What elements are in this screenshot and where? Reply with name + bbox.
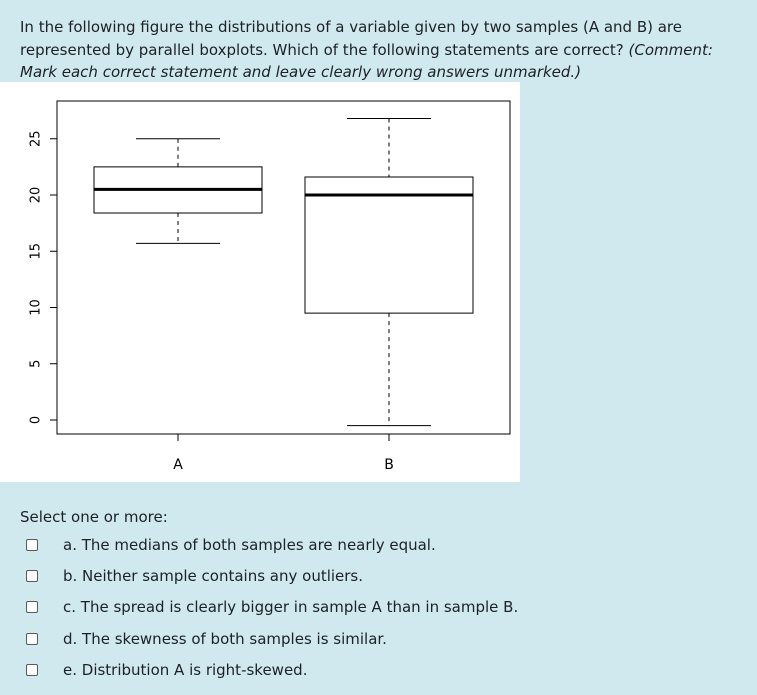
option-c-checkbox[interactable] (26, 601, 38, 613)
select-prompt: Select one or more: (20, 508, 168, 526)
x-tick-label: A (173, 457, 183, 473)
option-e-checkbox[interactable] (26, 664, 38, 676)
y-tick-label: 5 (28, 359, 44, 368)
option-a-checkbox[interactable] (26, 539, 38, 551)
option-b[interactable] (26, 564, 626, 588)
question-comment: (Comment: Mark each correct statement and leave clearly wrong answers unmarked.) (20, 40, 713, 81)
boxplot-figure (0, 82, 520, 482)
boxplot-chart (0, 82, 520, 482)
y-tick-label: 20 (28, 186, 44, 204)
question-body: In the following figure the distributions of a variable given by two samples (A and B) are represented by parallel boxplots. Which of the following statements are correct? (20, 18, 682, 59)
option-d[interactable] (26, 627, 626, 651)
option-e-label: e. Distribution A is right-skewed. (63, 661, 308, 679)
y-tick-label: 15 (28, 242, 44, 260)
box-B (305, 177, 473, 313)
y-tick-label: 10 (28, 299, 44, 316)
question-text (20, 16, 740, 84)
option-a[interactable] (26, 533, 626, 557)
option-b-label: b. Neither sample contains any outliers. (63, 567, 364, 585)
y-tick-label: 0 (28, 415, 44, 425)
option-b-checkbox[interactable] (26, 570, 38, 582)
y-tick-label: 25 (28, 130, 44, 148)
option-c[interactable] (26, 595, 626, 619)
x-tick-label: B (384, 457, 394, 473)
option-e[interactable] (26, 658, 626, 682)
option-a-label: a. The medians of both samples are nearly equal. (63, 536, 436, 554)
option-d-label: d. The skewness of both samples is similar. (63, 630, 387, 648)
option-d-checkbox[interactable] (26, 633, 38, 645)
option-c-label: c. The spread is clearly bigger in sample A than in sample B. (63, 598, 519, 616)
